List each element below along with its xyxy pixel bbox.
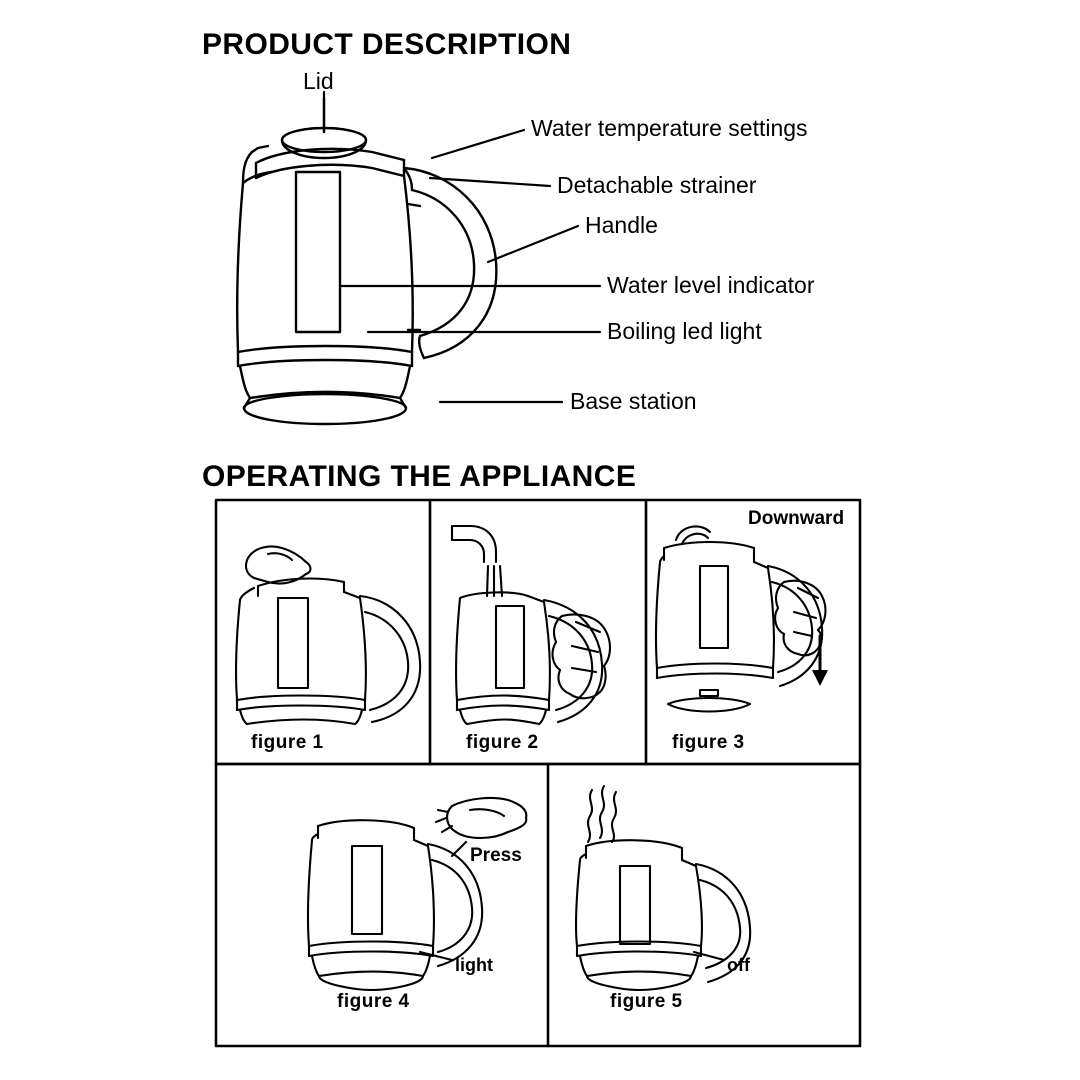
figure-2-illustration: [452, 526, 610, 724]
callout-label-handle: Handle: [585, 212, 658, 238]
figure-5-illustration: [576, 786, 750, 990]
figure-annotation-press: Press: [470, 845, 522, 866]
figure-1-illustration: [236, 546, 420, 724]
page-title-product-description: PRODUCT DESCRIPTION: [202, 28, 572, 61]
figure-caption-1: figure 1: [251, 732, 324, 753]
figure-4-illustration: [308, 798, 526, 990]
figure-grid-frame: [216, 500, 860, 1046]
callout-label-lid: Lid: [303, 68, 334, 94]
figure-annotation-light: light: [455, 955, 493, 975]
figure-caption-5: figure 5: [610, 991, 683, 1012]
callout-label-boiling-led-light: Boiling led light: [607, 318, 762, 344]
figure-annotation-downward: Downward: [748, 508, 845, 529]
figure-caption-2: figure 2: [466, 732, 539, 753]
callout-label-water-level-indicator: Water level indicator: [607, 272, 815, 298]
callout-label-water-temperature-settings: Water temperature settings: [531, 115, 808, 141]
figure-caption-3: figure 3: [672, 732, 745, 753]
callout-label-detachable-strainer: Detachable strainer: [557, 172, 757, 198]
figure-annotation-off: off: [727, 955, 750, 975]
figure-caption-4: figure 4: [337, 991, 410, 1012]
figure-3-illustration: [656, 526, 828, 711]
page-title-operating: OPERATING THE APPLIANCE: [202, 460, 637, 493]
callout-label-base-station: Base station: [570, 388, 697, 414]
main-kettle-illustration: [237, 98, 496, 424]
